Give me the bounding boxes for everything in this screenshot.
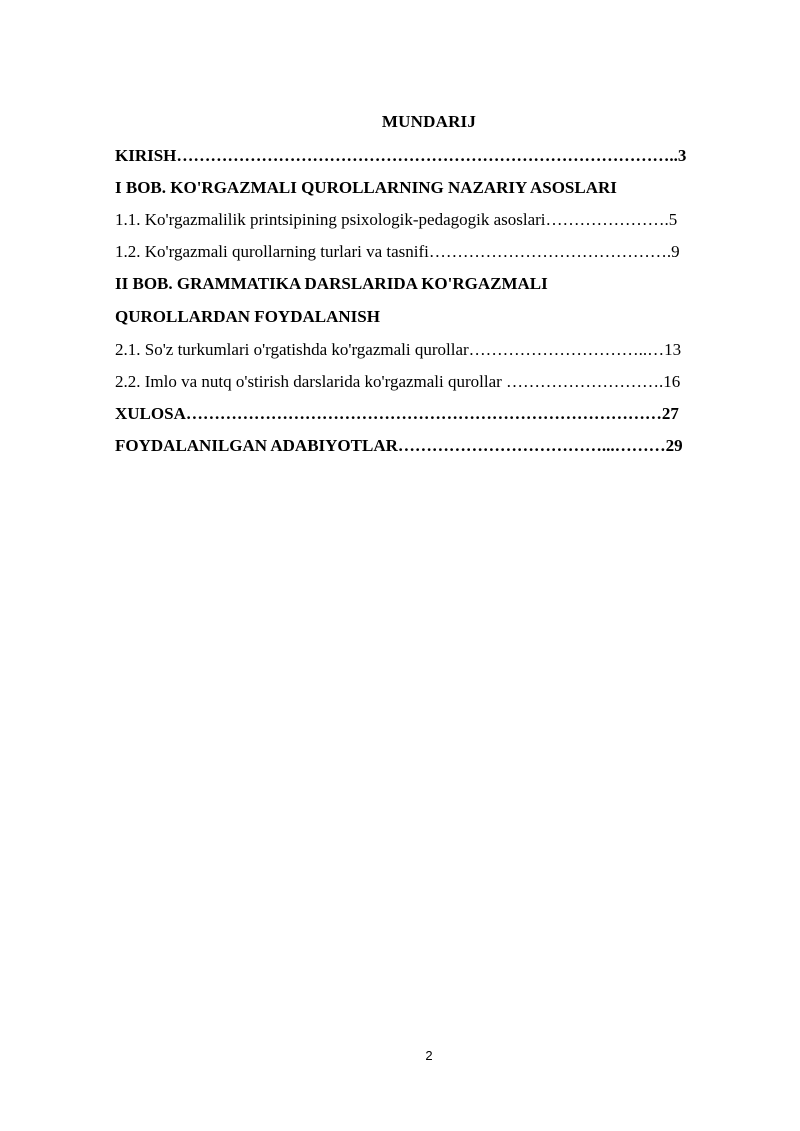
toc-entry-chapter-2-line-2: QUROLLARDAN FOYDALANISH <box>115 307 380 326</box>
toc-entry-section-1-1: 1.1. Ko'rgazmalilik printsipining psixologik-pedagogik asoslari………………….5 <box>115 210 678 229</box>
toc-entry-kirish: KIRISH……………………………………………………………………………..3 <box>115 146 687 165</box>
toc-entry-chapter-1: I BOB. KO'RGAZMALI QUROLLARNING NAZARIY ASOSLARI <box>115 178 617 197</box>
toc-entry-section-1-2: 1.2. Ko'rgazmali qurollarning turlari va tasnifi…………………………………….9 <box>115 242 680 261</box>
toc-entry-xulosa: XULOSA…………………………………………………………………………27 <box>115 404 679 423</box>
toc-entry-chapter-2-line-1: II BOB. GRAMMATIKA DARSLARIDA KO'RGAZMALI <box>115 274 548 293</box>
toc-entry-section-2-1: 2.1. So'z turkumlari o'rgatishda ko'rgazmali qurollar…………………………..…13 <box>115 340 682 359</box>
toc-title: MUNDARIJ <box>381 112 477 131</box>
page-number: 2 <box>425 1048 433 1063</box>
toc-entry-section-2-2: 2.2. Imlo va nutq o'stirish darslarida ko'rgazmali qurollar ……………………….16 <box>115 372 681 391</box>
toc-entry-bibliography: FOYDALANILGAN ADABIYOTLAR………………………………...………29 <box>115 436 683 455</box>
